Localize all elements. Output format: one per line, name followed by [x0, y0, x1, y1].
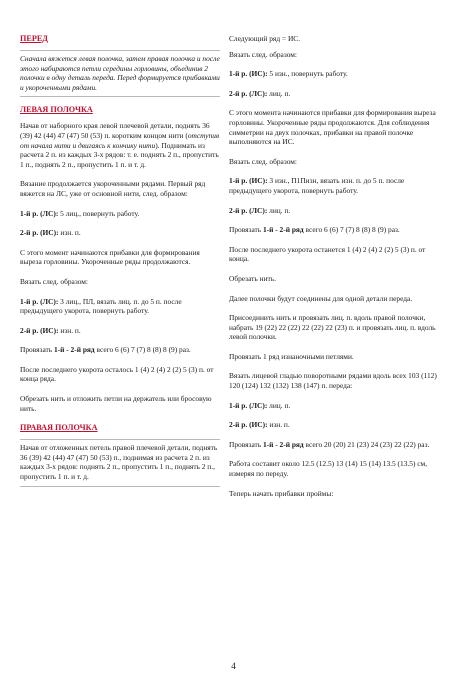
armhole-increases-note: Теперь начать прибавки проймы:	[229, 488, 334, 498]
row-text: изн. п.	[58, 325, 81, 335]
row-label: 1-й р. (ЛС):	[229, 400, 268, 410]
front-repeat	[229, 440, 439, 450]
row-text: лиц. п.	[267, 88, 291, 98]
left-increases-note: С этого момент начинаются прибавки для формирования выреза горловины. Укороченные ряды продолжаются.	[20, 247, 200, 267]
row-label: 1-й р. (ЛС):	[20, 208, 59, 218]
left-pickup-italic: отступив от начала нити и двигаясь к кончику нити	[20, 130, 220, 150]
left-pickup-text-a: Начав от наборного края левой плечевой детали, поднять 36 (39) 42 (44) 47 (47) 50 (53) п. коротким концом нити (	[20, 121, 210, 140]
front-row-2	[229, 420, 439, 430]
left-repeat	[20, 345, 220, 355]
left-pickup-paragraph	[20, 121, 220, 169]
front-heading: ПЕРЕД	[20, 34, 48, 43]
left-remaining: После последнего укорота осталось 1 (4) 2 (4) 2 (2) 5 (3) п. от конца ряда.	[20, 364, 214, 384]
row-text: изн. п.	[58, 228, 81, 238]
left-row-1	[20, 209, 220, 219]
left-cut-yarn: Обрезать нить и отложить петли на держатель или бросовую нить.	[20, 394, 212, 413]
row-text: лиц. п.	[267, 205, 291, 215]
right-row-3	[229, 176, 439, 195]
front-row-1	[229, 401, 439, 411]
next-row-ws: Следующий ряд = ИС.	[229, 34, 301, 43]
row-text: 3 изн., П1Пизн, вязать изн. п. до 5 п. после предыдущего укорота, повернуть работу.	[229, 176, 405, 195]
row-text: лиц. п.	[267, 400, 291, 410]
row-label: 1-й р. (ИС):	[229, 69, 268, 79]
right-row-1	[229, 69, 439, 79]
row-label: 2-й р. (ИС):	[229, 420, 268, 430]
row-label: 2-й р. (ЛС):	[229, 205, 268, 215]
repeat-bold: 1-й - 2-й ряд	[53, 345, 95, 355]
right-pickup-text: Начав от отложенных петель правой плечевой детали, поднять 36 (39) 42 (44) 47 (47) 50 (53) п., поднимая из расчета 2 п. из каждых 3-х рядов: поднять 2 п., пропустить 1 п., поднять 2 п., пропустить 1 п. и т. д.	[20, 443, 218, 482]
repeat-text-b: всего 6 (6) 7 (7) 8 (8) 8 (9) раз.	[94, 345, 191, 355]
left-front-heading: ЛЕВАЯ ПОЛОЧКА	[20, 105, 93, 115]
row-label: 1-й р. (ЛС):	[20, 296, 59, 306]
repeat-text-a: Провязать	[229, 225, 263, 235]
page-number: 4	[231, 661, 236, 671]
row-label: 1-й р. (ИС):	[229, 176, 268, 186]
repeat-text-a: Провязать	[20, 345, 54, 355]
join-fronts-note: Далее полочки будут соединены для одной детали переда.	[229, 293, 413, 303]
row-text: 5 изн., повернуть работу.	[267, 69, 348, 79]
right-remaining: После последнего укорота останется 1 (4) 2 (4) 2 (2) 5 (3) п. от конца.	[229, 244, 426, 264]
stockinette-note: Вязать лицевой гладью поворотными рядами вдоль всех 103 (112) 120 (124) 132 (132) 138 (147) п. переда:	[229, 371, 437, 391]
left-row-4	[20, 326, 220, 336]
right-knit-as-follows-1: Вязать след. образом:	[229, 49, 297, 59]
row-label: 2-й р. (ИС):	[20, 228, 59, 238]
right-repeat	[229, 225, 439, 235]
row-label: 2-й р. (ИС):	[20, 325, 59, 335]
repeat-bold: 1-й - 2-й ряд	[262, 225, 304, 235]
right-column	[229, 34, 439, 508]
right-row-4	[229, 206, 439, 216]
right-increases-note: С этого момента начинаются прибавки для формирования выреза горловины. Укороченные ряды продолжаются. Для соблюдения симметрии на двух полочках, прибавки на правой полочке выполняются на ИС.	[229, 108, 436, 147]
purl-row-note: Провязать 1 ряд изнаночными петлями.	[229, 351, 354, 361]
front-length-note: Работа составит около 12.5 (12.5) 13 (14) 15 (14) 13.5 (13.5) см, измеряя по переду.	[229, 459, 428, 479]
right-knit-as-follows-2: Вязать след. образом:	[229, 156, 297, 166]
left-pickup-text-b: ). Поднимать из расчета 2 п. из каждых 3-х рядов: т. е. поднять 2 п., пропустить 1 п., поднять 2 п., пропустить 1 п. и т. д.	[20, 140, 219, 169]
left-row-3	[20, 297, 220, 316]
right-row-2	[229, 89, 439, 99]
right-pickup-box	[20, 439, 220, 486]
right-cut-yarn: Обрезать нить.	[229, 273, 276, 283]
intro-text: Сначала вяжется левая полочка, затем правая полочка и после этого набираются петли середины горловины, объединив 2 полочки в одну деталь переда. Перед формируется прибавками и укороченными рядами.	[20, 54, 220, 92]
repeat-text-b: всего 6 (6) 7 (7) 8 (8) 8 (9) раз.	[303, 225, 400, 235]
repeat-text-a: Провязать	[229, 439, 263, 449]
join-fronts-instructions: Присоединить нить и провязать лиц. п. вдоль правой полочки, набрать 19 (22) 22 (22) 22 (22) 22 (23) п. и провязать лиц. п. вдоль левой полочки.	[229, 313, 436, 342]
left-row-2	[20, 228, 220, 238]
repeat-text-b: всего 20 (20) 21 (23) 24 (23) 22 (22) раз.	[303, 439, 430, 449]
row-text: изн. п.	[267, 420, 290, 430]
row-label: 2-й р. (ЛС):	[229, 88, 268, 98]
left-column	[20, 34, 220, 495]
row-text: 5 лиц., повернуть работу.	[58, 208, 140, 218]
row-text: 3 лиц., ПЛ, вязать лиц. п. до 5 п. после предыдущего укорота, повернуть работу.	[20, 296, 182, 316]
left-knit-as-follows: Вязать след. образом:	[20, 276, 88, 286]
short-rows-intro: Вязание продолжается укороченными рядами. Первый ряд вяжется на ЛС, уже от основной нити, след. образом:	[20, 179, 206, 198]
repeat-bold: 1-й - 2-й ряд	[262, 439, 304, 449]
right-front-heading: ПРАВАЯ ПОЛОЧКА	[20, 423, 98, 433]
intro-box	[20, 50, 220, 97]
